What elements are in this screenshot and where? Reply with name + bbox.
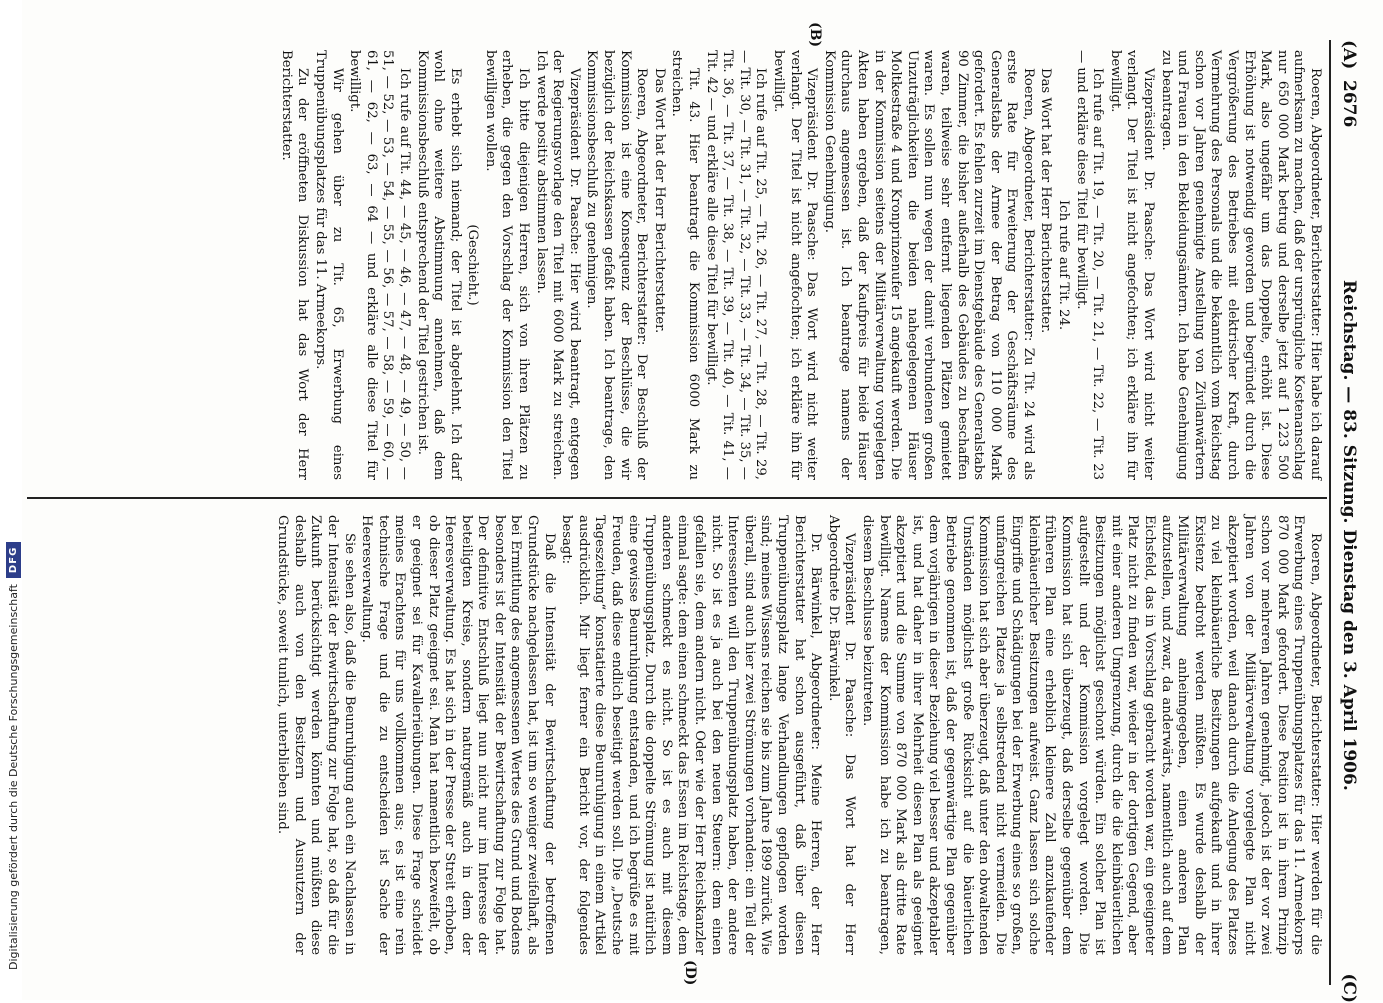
paragraph: Roeren, Abgeordneter, Berichterstatter: Hier werden für die Erwerbung eines Truppenübungsplatzes für das 11. Armeekorps 870 000 Mark gefordert. Diese Position ist in ihrem Prinzip schon vor mehreren Jahren genehmigt, jedoch ist der vor zwei Jahren von der Militärverwaltung vorgelegte Plan nicht akzeptiert worden, weil danach durch die Anlegung des Platzes zu viel kleinbäuerliche Besitzungen aufgekauft und in ihrer Existenz bedroht werden müßten. Es wurde deshalb der Militärverwaltung anheimgegeben, einen anderen Plan aufzustellen, und zwar, da anderwärts, namentlich auch auf dem Eichsfeld, das in Vorschlag gebracht worden war, ein geeigneter Platz nicht zu finden war, wieder in der dortigen Gegend, aber mit einer anderen Umgrenzung, durch die die kleinbäuerlichen Besitzungen möglichst geschont würden. Ein solcher Plan ist aufgestellt und der Kommission vorgelegt worden. Die Kommission hat sich überzeugt, daß derselbe gegenüber dem früheren Plan eine erheblich kleinere Zahl anzukaufender kleinbäuerlicher Besitzungen aufweist. Ganz lassen sich solche Eingriffe und Schädigungen bei der Erwerbung eines so großen, umfangreichen Platzes ja selbstredend nicht vermeiden. Die Kommission hat sich aber überzeugt, daß unter den obwaltenden Umständen möglichst große Rücksicht auf die bäuerlichen Betriebe genommen ist, daß der gegenwärtige Plan gegenüber dem vorjährigen in dieser Beziehung viel besser und akzeptabler ist, und hat daher in ihrer Mehrheit diesen Plan als geeignet akzeptiert und die Summe von 870 000 Mark als dritte Rate bewilligt. Namens der Kommission habe ich zu beantragen, diesem Beschlusse beizutreten. — [859, 515, 1323, 955]
header-rule — [1329, 40, 1331, 985]
margin-marker-b: (B) — [807, 22, 823, 48]
paragraph: Roeren, Abgeordneter, Berichterstatter: Hier habe ich darauf aufmerksam zu machen, daß der ursprüngliche Kostenanschlag nur 650 000 Mark betrug und derselbe jetzt auf 1 223 500 Mark, also ungefähr um das Doppelte, erhöht ist. Diese Erhöhung ist notwendig geworden und begründet durch die Vergrößerung des Betriebes mit elektrischer Kraft, durch Vermehrung des Personals und die bekanntlich vom Reichstag schon vor Jahren genehmigte Anstellung von Zivilanwärtern und Frauen in den Bekleidungsämtern. Ich habe Genehmigung zu beantragen. — [1158, 50, 1323, 480]
margin-marker-a: (A) — [1339, 40, 1359, 70]
paragraph: Vizepräsident Dr. Paasche: Das Wort wird nicht weiter verlangt. Der Titel ist nicht angefochten; ich erkläre ihn für bewilligt. — [771, 50, 820, 480]
paragraph: Das Wort hat der Herr Berichterstatter. — [1038, 68, 1054, 334]
paragraph: Sie sehen also, daß die Beunruhigung auch ein Nachlassen in der Intensität der Bewirtschaftung zur Folge hat, so daß für die Zukunft berücksichtigt werden könnten und müßten diese deshalb auch von den Besitzern und Ausnutzern der Grundstücke, soweit tunlich, unterblieben sind. — [275, 515, 357, 955]
paragraph: Tit. 43. Hier beantragt die Kommission 6000 Mark zu streichen. — [669, 50, 702, 480]
page-title: Reichstag. — 83. Sitzung. Dienstag den 3. April 1906. — [1339, 280, 1359, 791]
page-number: 2676 — [1339, 80, 1359, 128]
funding-notice-text: Digitalisierung gefördert durch die Deutsche Forschungsgemeinschaft — [6, 584, 20, 970]
paragraph: Vizepräsident Dr. Paasche: Das Wort wird nicht weiter verlangt. Der Titel ist nicht angefochten; ich erkläre ihn für bewilligt. — [1107, 50, 1157, 480]
page-header — [1333, 40, 1369, 1003]
column-divider — [27, 497, 1327, 499]
left-column — [276, 50, 1323, 480]
paragraph: Roeren, Abgeordneter, Berichterstatter: Der Beschluß der Kommission ist eine Konsequenz der Beschlüsse, die wir bezüglich der Reichskassen gefaßt haben. Ich beantrage, den Kommissionsbeschluß zu genehmigen. — [584, 50, 650, 480]
margin-marker-c: (C) — [1339, 973, 1359, 1003]
paragraph: Wir gehen über zu Tit. 65, Erwerbung eines Truppenübungsplatzes für das 11. Armeekorps. — [312, 50, 345, 480]
paragraph: Dr. Bärwinkel, Abgeordneter: Meine Herren, der Herr Berichterstatter hat schon ausgeführt, daß über diesen Truppenübungsplatz lange Verhandlungen gepflogen worden sind; meines Wissens reichen sie bis zum Jahre 1899 zurück. Wie überall, sind auch hier zwei Strömungen vorhanden: ein Teil der Interessenten will den Truppenübungsplatz haben, der andere nicht. So ist es ja auch bei den neuen Steuern: dem einen gefallen sie, dem andern nicht. Oder wie der Herr Reichskanzler einmal sagte: dem einen schmeckt das Essen im Reichstage, dem anderen schmeckt es nicht. So ist es auch mit diesem Truppenübungsplatz. Durch die doppelte Strömung ist natürlich eine gewisse Beunruhigung entstanden, und ich begrüße es mit Freuden, daß diese endlich beseitigt werden soll. Die „Deutsche Tageszeitung“ konstatierte diese Beunruhigung in einem Artikel ausdrücklich. Mir liegt ferner ein Bericht vor, der folgendes besagt: — [559, 515, 824, 955]
funding-notice — [2, 0, 24, 982]
paragraph: Das Wort hat der Herr Berichterstatter. — [651, 68, 667, 334]
right-column — [273, 515, 1323, 955]
paragraph: Vizepräsident Dr. Paasche: Hier wird beantragt, entgegen der Regierungsvorlage den Titel mit 6000 Mark zu streichen. Ich werde positiv abstimmen lassen. — [533, 50, 582, 480]
paragraph: Ich bitte diejenigen Herren, sich von ihren Plätzen zu erheben, die gegen den Vorschlag der Kommission den Titel bewilligen wollen. — [482, 50, 532, 480]
paragraph: Ich rufe auf Tit. 24. — [1056, 199, 1072, 331]
paragraph: Ich rufe auf Tit. 44, — 45, — 46, — 47, — 48, — 49, — 50, — 51, — 52, — 53, — 54, — 55, — 56, — 57, — 58, — 59, — 60, — 61, — 62, — 63, — 64 — und erkläre alle diese Titel für bewilligt. — [347, 50, 412, 480]
margin-marker-d: (D) — [682, 960, 698, 986]
paragraph: (Geschieht.) — [465, 224, 481, 306]
dfg-logo: DFG — [6, 542, 21, 578]
paragraph: Ich rufe auf Tit. 19, — Tit. 20, — Tit. 21, — Tit. 22, — Tit. 23 — und erkläre diese Titel für bewilligt. — [1073, 50, 1106, 480]
paragraph: Zu der eröffneten Diskussion hat das Wort der Herr Berichterstatter. — [278, 50, 311, 480]
paragraph: Vizepräsident Dr. Paasche: Das Wort hat der Herr Abgeordnete Dr. Bärwinkel. — [825, 515, 858, 955]
paragraph: Daß die Intensität der Bewirtschaftung der betroffenen Grundstücke nachgelassen hat, ist um so weniger zweifelhaft, als bei Ermittlung des angemessenen Wertes des Grund und Bodens besonders ist der Intensität der Bewirtschaftung zur Folge hat. Der definitive Entschluß liegt nun nicht nur im Interesse der beteiligten Kreise, sondern naturgemäß auch in dem der Heeresverwaltung. Es hat sich in der Presse der Streit erhoben, ob dieser Platz geeignet sei. Man hat namentlich bezweifelt, ob er geeignet sei für Kavallerieübungen. Diese Frage scheidet meines Erachtens für uns vollkommen aus; es ist eine rein technische Frage und die zu entscheiden ist Sache der Heeresverwaltung. — [359, 515, 557, 955]
footer-strip — [0, 0, 22, 1000]
paragraph: Ich rufe auf Tit. 25, — Tit. 26, — Tit. 27, — Tit. 28, — Tit. 29, — Tit. 30, — Tit. 31, — Tit. 32, — Tit. 33, — Tit. 34, — Tit. 35, — Tit. 36, — Tit. 37, — Tit. 38, — Tit. 39, — Tit. 40, — Tit. 41, — Tit. 42 — und erkläre alle diese Titel für bewilligt. — [703, 50, 769, 480]
paragraph: Roeren, Abgeordneter, Berichterstatter: Zu Tit. 24 wird als erste Rate für Erweiterung der Geschäftsräume des Generalstabs der Armee der Betrag von 110 000 Mark gefordert. Es fehlen zurzeit im Dienstgebäude des Generalstabs 90 Zimmer, die bisher außerhalb des Gebäudes zu beschaffen waren, teilweise sehr entfernt liegenden Plätzen gemietet waren. Es sollen nun wegen der damit verbundenen großen Unzuträglichkeiten die beiden nahegelegenen Häuser Moltkestraße 4 und Kronprinzenufer 15 angekauft werden. Die in der Kommission seitens der Militärverwaltung vorgelegten Akten haben ergeben, daß der Kaufpreis für beide Häuser durchaus angemessen ist. Ich beantrage namens der Kommission Genehmigung. — [821, 50, 1036, 480]
paragraph: Es erhebt sich niemand; der Titel ist abgelehnt. Ich darf wohl ohne weitere Abstimmung annehmen, daß dem Kommissionsbeschluß entsprechend der Titel gestrichen ist. — [414, 50, 463, 480]
